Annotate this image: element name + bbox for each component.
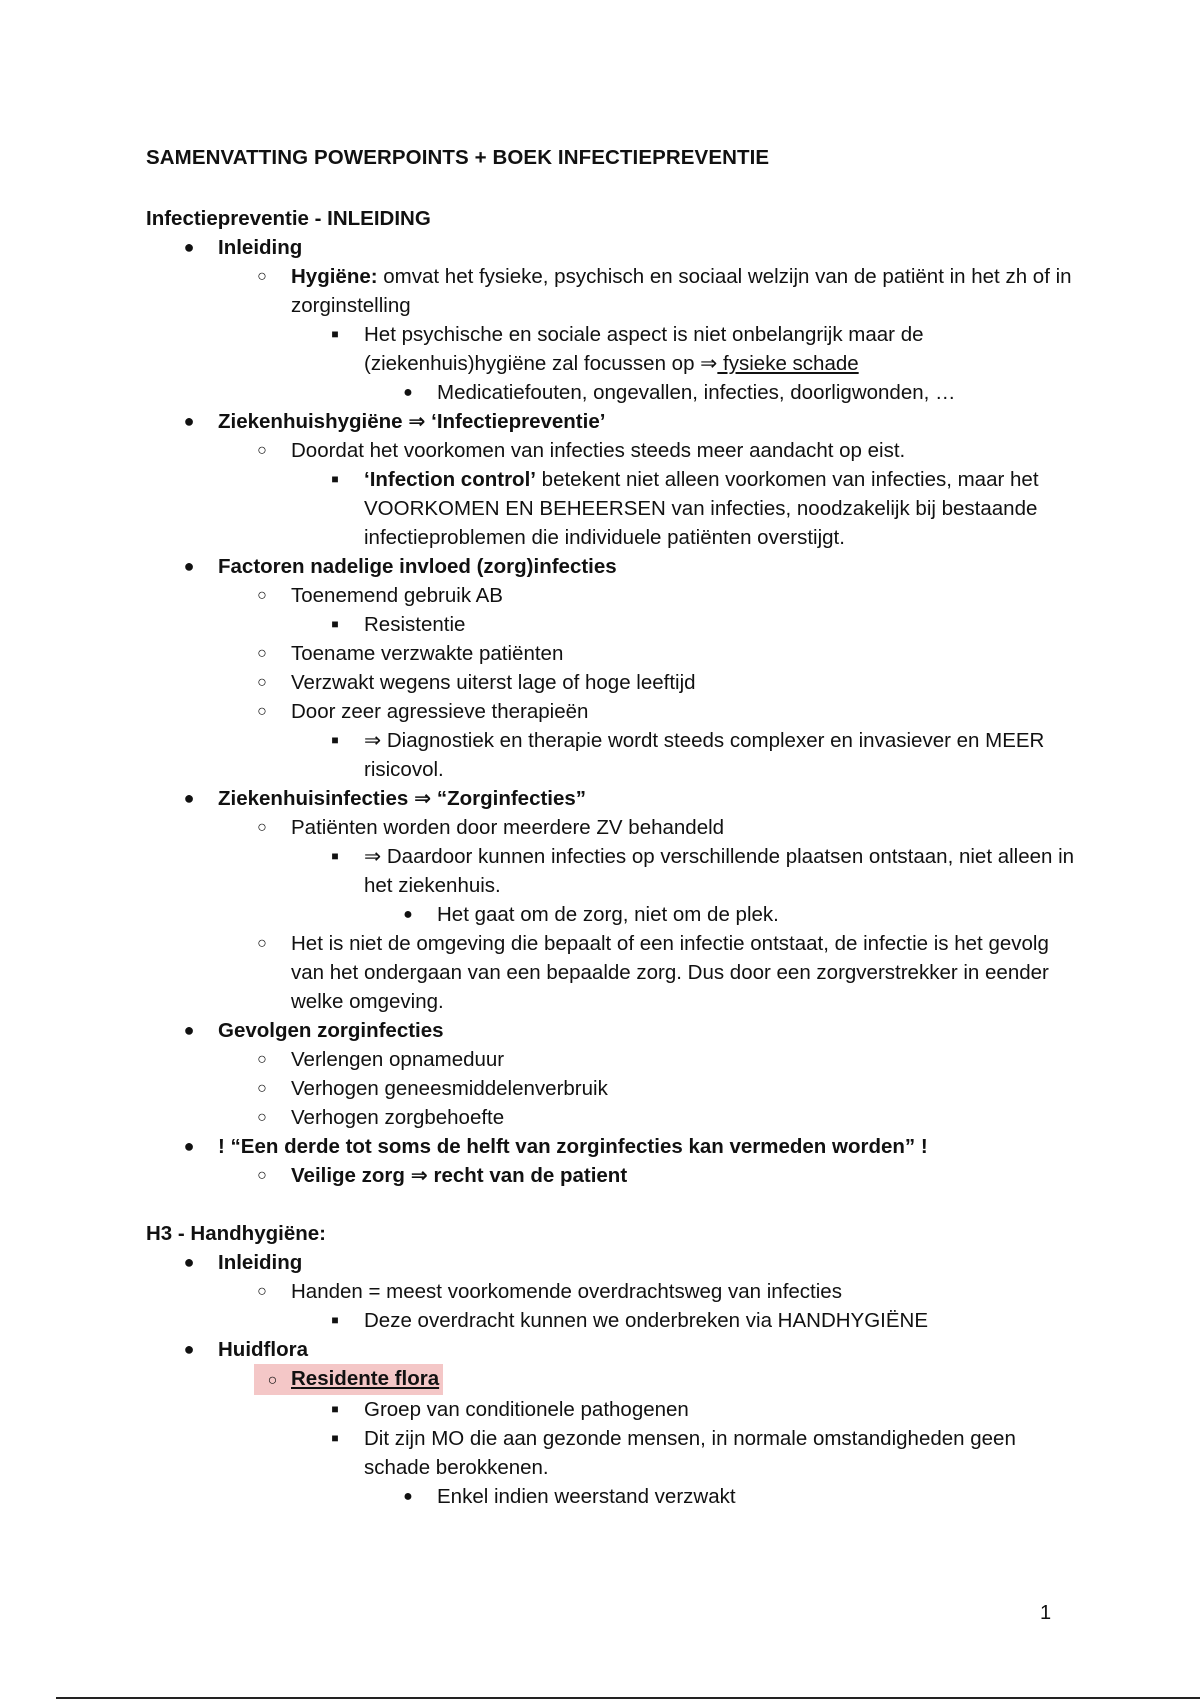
bullet-icon: ●	[403, 1488, 413, 1505]
section-heading-inleiding: Infectiepreventie - INLEIDING	[146, 207, 431, 230]
list-item: ● Ziekenhuisinfecties ⇒ “Zorginfecties”	[146, 784, 1076, 813]
square-bullet-icon: ■	[331, 617, 339, 631]
bullet-icon: ●	[403, 384, 413, 401]
bullet-icon: ●	[183, 1252, 195, 1272]
list-item: ■ Het psychische en sociale aspect is niet onbelangrijk maar de (ziekenhuis)hygiëne zal focussen op ⇒ fysieke schade	[146, 320, 1076, 378]
list-item: ○ Verhogen geneesmiddelenverbruik	[146, 1074, 1076, 1103]
list-item: ○ Verlengen opnameduur	[146, 1045, 1076, 1074]
section-heading-handhygiene: H3 - Handhygiëne:	[146, 1222, 326, 1245]
circle-bullet-icon: ○	[257, 587, 267, 604]
list-item: ● ! “Een derde tot soms de helft van zorginfecties kan vermeden worden” !	[146, 1132, 1076, 1161]
list-item: ● Inleiding	[146, 1248, 1076, 1277]
square-bullet-icon: ■	[331, 1431, 339, 1445]
circle-bullet-icon: ○	[257, 442, 267, 459]
list-item: ○ Hygiëne: omvat het fysieke, psychisch en sociaal welzijn van de patiënt in het zh of in zorginstelling	[146, 262, 1076, 320]
square-bullet-icon: ■	[331, 472, 339, 486]
document-content	[146, 204, 1076, 1511]
list-item: ○ Veilige zorg ⇒ recht van de patient	[146, 1161, 1076, 1190]
spacer	[146, 1190, 1076, 1219]
list-item: ○ Handen = meest voorkomende overdrachtsweg van infecties	[146, 1277, 1076, 1306]
square-bullet-icon: ■	[331, 1313, 339, 1327]
square-bullet-icon: ■	[331, 733, 339, 747]
list-item: ● Gevolgen zorginfecties	[146, 1016, 1076, 1045]
square-bullet-icon: ■	[331, 1402, 339, 1416]
highlight-mark: ○ Residente flora	[254, 1364, 443, 1395]
list-item: ● Het gaat om de zorg, niet om de plek.	[146, 900, 1076, 929]
bullet-icon: ●	[183, 1136, 195, 1156]
circle-bullet-icon: ○	[257, 674, 267, 691]
list-item: ■ ⇒ Diagnostiek en therapie wordt steeds complexer en invasiever en MEER risicovol.	[146, 726, 1076, 784]
circle-bullet-icon: ○	[257, 819, 267, 836]
list-item: ● Factoren nadelige invloed (zorg)infecties	[146, 552, 1076, 581]
document-title: SAMENVATTING POWERPOINTS + BOEK INFECTIEPREVENTIE	[146, 146, 770, 169]
list-item: ○ Toename verzwakte patiënten	[146, 639, 1076, 668]
circle-bullet-icon: ○	[257, 1051, 267, 1068]
page-bottom-divider	[56, 1697, 1200, 1699]
circle-bullet-icon: ○	[257, 645, 267, 662]
square-bullet-icon: ■	[331, 327, 339, 341]
bullet-icon: ●	[183, 237, 195, 257]
circle-bullet-icon: ○	[267, 1372, 278, 1389]
list-item: ● Medicatiefouten, ongevallen, infecties, doorligwonden, …	[146, 378, 1076, 407]
list-item: ● Ziekenhuishygiëne ⇒ ‘Infectiepreventie’	[146, 407, 1076, 436]
list-item: ○ Toenemend gebruik AB	[146, 581, 1076, 610]
page-number: 1	[1040, 1602, 1052, 1624]
list-item: ■ ‘Infection control’ betekent niet alleen voorkomen van infecties, maar het VOORKOMEN EN BEHEERSEN van infecties, noodzakelijk bij bestaande infectieproblemen die individuele patiënten overstijgt.	[146, 465, 1076, 552]
circle-bullet-icon: ○	[257, 703, 267, 720]
list-item: ● Enkel indien weerstand verzwakt	[146, 1482, 1076, 1511]
list-item: ■ ⇒ Daardoor kunnen infecties op verschillende plaatsen ontstaan, niet alleen in het ziekenhuis.	[146, 842, 1076, 900]
bullet-icon: ●	[183, 788, 195, 808]
list-item: ■ Groep van conditionele pathogenen	[146, 1395, 1076, 1424]
bullet-icon: ●	[183, 556, 195, 576]
list-item: ○ Patiënten worden door meerdere ZV behandeld	[146, 813, 1076, 842]
bullet-icon: ●	[183, 1339, 195, 1359]
list-item: ○ Doordat het voorkomen van infecties steeds meer aandacht op eist.	[146, 436, 1076, 465]
list-item: ■ Resistentie	[146, 610, 1076, 639]
circle-bullet-icon: ○	[257, 935, 267, 952]
list-item: ● Huidflora	[146, 1335, 1076, 1364]
square-bullet-icon: ■	[331, 849, 339, 863]
list-item: ○ Het is niet de omgeving die bepaalt of een infectie ontstaat, de infectie is het gevolg van het ondergaan van een bepaalde zorg. Dus door een zorgverstrekker in eender welke omgeving.	[146, 929, 1076, 1016]
circle-bullet-icon: ○	[257, 1109, 267, 1126]
list-item: ○ Door zeer agressieve therapieën	[146, 697, 1076, 726]
circle-bullet-icon: ○	[257, 1283, 267, 1300]
bullet-icon: ●	[403, 906, 413, 923]
list-item: ● Inleiding	[146, 233, 1076, 262]
list-item: ○ Verhogen zorgbehoefte	[146, 1103, 1076, 1132]
circle-bullet-icon: ○	[257, 1167, 267, 1184]
list-item: ○ Verzwakt wegens uiterst lage of hoge leeftijd	[146, 668, 1076, 697]
circle-bullet-icon: ○	[257, 268, 267, 285]
list-item: ■ Dit zijn MO die aan gezonde mensen, in normale omstandigheden geen schade berokkenen.	[146, 1424, 1076, 1482]
list-item: ■ Deze overdracht kunnen we onderbreken via HANDHYGIËNE	[146, 1306, 1076, 1335]
circle-bullet-icon: ○	[257, 1080, 267, 1097]
bullet-icon: ●	[183, 1020, 195, 1040]
list-item-highlighted	[146, 1364, 1076, 1395]
bullet-icon: ●	[183, 411, 195, 431]
